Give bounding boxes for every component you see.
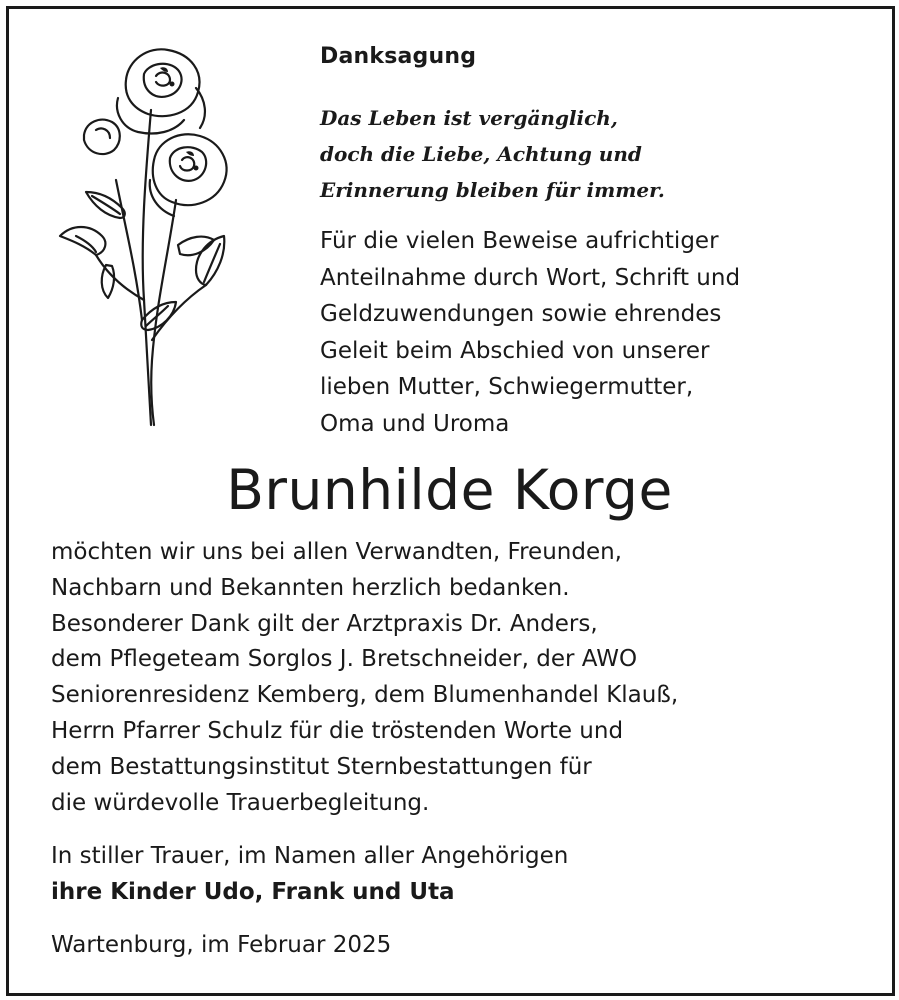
intro-line: Oma und Uroma [320, 410, 510, 437]
quote-line: Erinnerung bleiben für immer. [320, 178, 665, 202]
thanks-paragraph [51, 535, 678, 821]
body-line: dem Bestattungsinstitut Sternbestattungen für [51, 753, 592, 780]
closing-block [51, 838, 568, 910]
body-line: möchten wir uns bei allen Verwandten, Freunden, [51, 539, 622, 565]
body-line: Besonderer Dank gilt der Arztpraxis Dr. Anders, [51, 610, 598, 637]
intro-line: Geldzuwendungen sowie ehrendes [320, 301, 722, 327]
body-line: dem Pflegeteam Sorglos J. Bretschneider, der AWO [51, 646, 638, 673]
notice-heading: Danksagung [320, 44, 477, 69]
place-date: Wartenburg, im Februar 2025 [51, 932, 392, 958]
intro-line: lieben Mutter, Schwiegermutter, [320, 374, 694, 400]
memorial-quote [320, 100, 665, 208]
deceased-name: Brunhilde Korge [226, 458, 673, 522]
quote-line: doch die Liebe, Achtung und [320, 142, 642, 166]
signers: ihre Kinder Udo, Frank und Uta [51, 879, 455, 905]
rose-icon [56, 40, 236, 430]
body-line: die würdevolle Trauerbegleitung. [51, 789, 430, 816]
intro-line: Geleit beim Abschied von unserer [320, 337, 710, 364]
body-line: Nachbarn und Bekannten herzlich bedanken. [51, 574, 570, 601]
body-line: Herrn Pfarrer Schulz für die tröstenden Worte und [51, 717, 624, 744]
closing-line: In stiller Trauer, im Namen aller Angehörigen [51, 843, 569, 869]
quote-line: Das Leben ist vergänglich, [320, 106, 618, 130]
body-line: Seniorenresidenz Kemberg, dem Blumenhandel Klauß, [51, 682, 679, 709]
intro-line: Anteilnahme durch Wort, Schrift und [320, 264, 741, 291]
intro-line: Für die vielen Beweise aufrichtiger [320, 228, 719, 254]
intro-paragraph [320, 223, 740, 442]
